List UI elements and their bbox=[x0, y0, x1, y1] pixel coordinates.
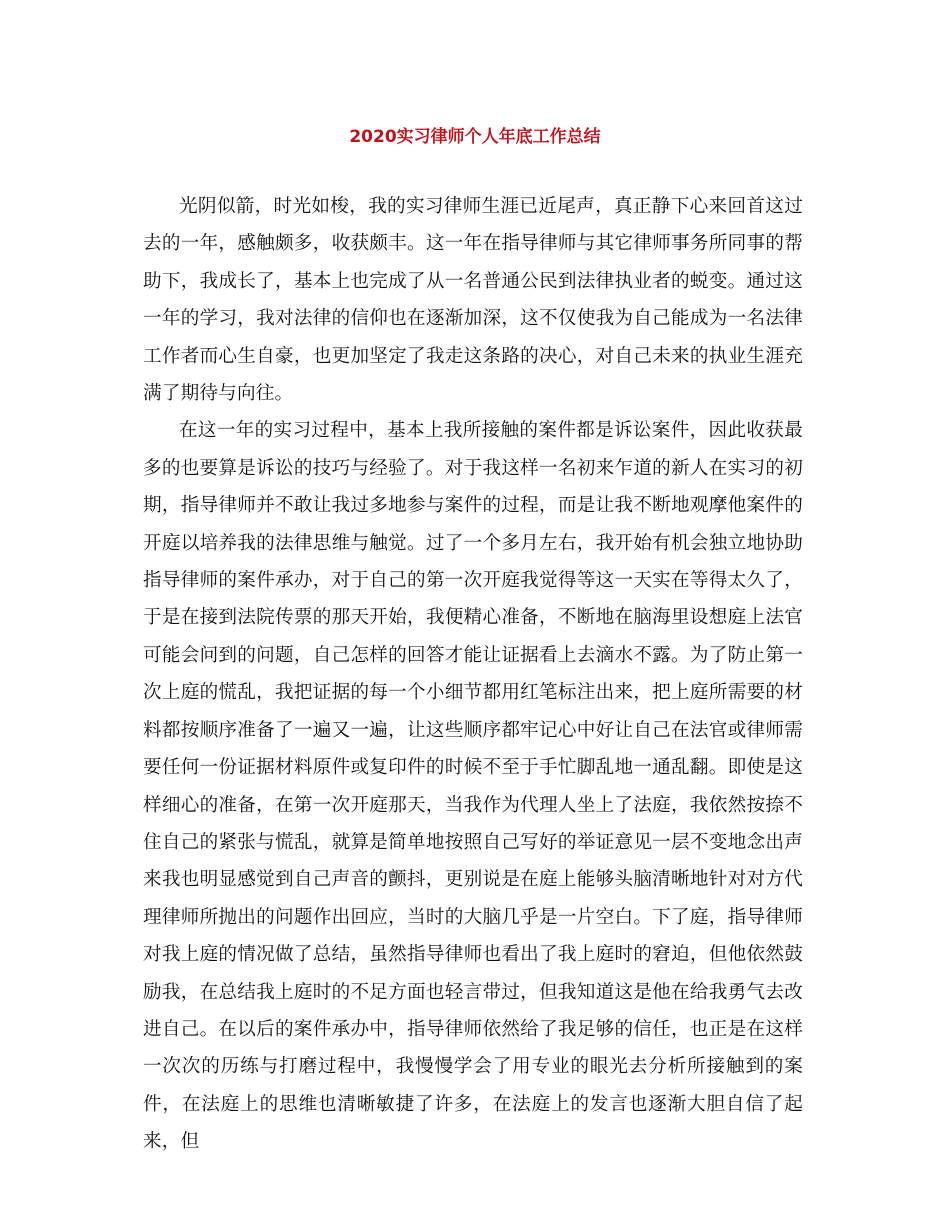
document-body bbox=[143, 188, 803, 1161]
paragraph-1: 光阴似箭，时光如梭，我的实习律师生涯已近尾声，真正静下心来回首这过去的一年，感触颇多，收获颇丰。这一年在指导律师与其它律师事务所同事的帮助下，我成长了，基本上也完成了从一名普通公民到法律执业者的蜕变。通过这一年的学习，我对法律的信仰也在逐渐加深，这不仅使我为自己能成为一名法律工作者而心生自豪，也更加坚定了我走这条路的决心，对自己未来的执业生涯充满了期待与向往。 bbox=[143, 196, 803, 405]
paragraph-2: 在这一年的实习过程中，基本上我所接触的案件都是诉讼案件，因此收获最多的也要算是诉讼的技巧与经验了。对于我这样一名初来乍道的新人在实习的初期，指导律师并不敢让我过多地参与案件的过程，而是让我不断地观摩他案件的开庭以培养我的法律思维与触觉。过了一个多月左右，我开始有机会独立地协助指导律师的案件承办，对于自己的第一次开庭我觉得等这一天实在等得太久了，于是在接到法院传票的那天开始，我便精心准备，不断地在脑海里设想庭上法官可能会问到的问题，自己怎样的回答才能让证据看上去滴水不露。为了防止第一次上庭的慌乱，我把证据的每一个小细节都用红笔标注出来，把上庭所需要的材料都按顺序准备了一遍又一遍，让这些顺序都牢记心中好让自己在法官或律师需要任何一份证据材料原件或复印件的时候不至于手忙脚乱地一通乱翻。即使是这样细心的准备，在第一次开庭那天，当我作为代理人坐上了法庭，我依然按捺不住自己的紧张与慌乱，就算是简单地按照自己写好的举证意见一层不变地念出声来我也明显感觉到自己声音的颤抖，更别说是在庭上能够头脑清晰地针对对方代理律师所抛出的问题作出回应，当时的大脑几乎是一片空白。下了庭，指导律师对我上庭的情况做了总结，虽然指导律师也看出了我上庭时的窘迫，但他依然鼓励我，在总结我上庭时的不足方面也轻言带过，但我知道这是他在给我勇气去改进自己。在以后的案件承办中，指导律师依然给了我足够的信任，也正是在这样一次次的历练与打磨过程中，我慢慢学会了用专业的眼光去分析所接触到的案件，在法庭上的思维也清晰敏捷了许多，在法庭上的发言也逐渐大胆自信了起来，但 bbox=[143, 420, 803, 1153]
document-title: 2020实习律师个人年底工作总结 bbox=[349, 127, 601, 147]
